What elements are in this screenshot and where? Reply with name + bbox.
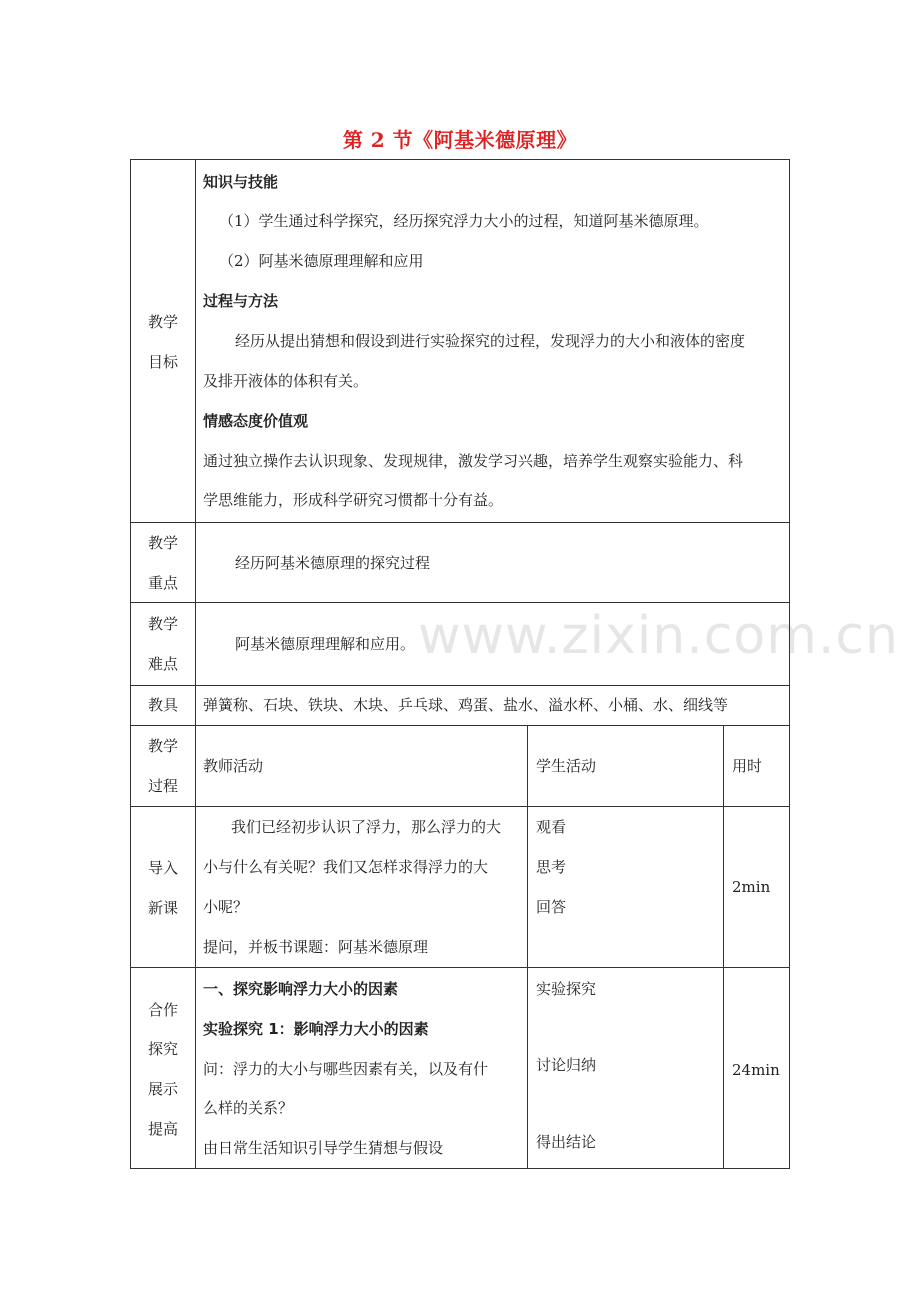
explore-heading: 实验探究 1：影响浮力大小的因素	[203, 1020, 429, 1038]
teacher-activity-header: 教师活动	[203, 757, 264, 775]
goal-text: 学思维能力，形成科学研究习惯都十分有益。	[203, 491, 504, 509]
row-divider	[131, 602, 789, 603]
focus-label: 教学	[147, 534, 178, 552]
intro-teacher-text: 提问，并板书课题：阿基米德原理	[203, 938, 429, 956]
goals-label: 目标	[147, 353, 178, 371]
explore-student-text: 得出结论	[536, 1133, 597, 1151]
section-heading: 过程与方法	[203, 292, 279, 310]
column-divider	[195, 160, 196, 1168]
column-divider	[723, 725, 724, 1168]
explore-label: 探究	[147, 1040, 178, 1058]
explore-label: 展示	[147, 1080, 178, 1098]
row-divider	[131, 806, 789, 807]
section-heading: 知识与技能	[203, 173, 279, 191]
explore-teacher-text: 由日常生活知识引导学生猜想与假设	[203, 1139, 444, 1157]
row-divider	[131, 522, 789, 523]
section-heading: 情感态度价值观	[203, 412, 309, 430]
lesson-plan-table	[130, 159, 790, 1169]
goal-text: （2）阿基米德原理理解和应用	[219, 252, 424, 270]
explore-label: 合作	[147, 1001, 178, 1019]
focus-text: 经历阿基米德原理的探究过程	[235, 554, 431, 572]
tools-label: 教具	[147, 696, 178, 714]
tools-text: 弹簧称、石块、铁块、木块、乒乓球、鸡蛋、盐水、溢水杯、小桶、水、细线等	[203, 696, 729, 714]
row-divider	[131, 967, 789, 968]
difficulty-text: 阿基米德原理理解和应用。	[235, 635, 416, 653]
focus-label: 重点	[147, 574, 178, 592]
student-activity-header: 学生活动	[536, 757, 597, 775]
intro-teacher-text: 小与什么有关呢？我们又怎样求得浮力的大	[203, 858, 489, 876]
goal-text: 通过独立操作去认识现象、发现规律，激发学习兴趣，培养学生观察实验能力、科	[203, 452, 744, 470]
explore-student-text: 实验探究	[536, 980, 597, 998]
column-divider	[527, 725, 528, 1168]
explore-time: 24min	[732, 1061, 780, 1079]
intro-teacher-text: 小呢？	[203, 898, 249, 916]
explore-student-text: 讨论归纳	[536, 1056, 597, 1074]
intro-label: 导入	[147, 859, 178, 877]
row-divider	[131, 725, 789, 726]
explore-teacher-text: 问：浮力的大小与哪些因素有关，以及有什	[203, 1060, 489, 1078]
watermark: www.zixin.com.cn	[418, 606, 899, 666]
time-header: 用时	[732, 757, 763, 775]
intro-label: 新课	[147, 899, 178, 917]
intro-student-text: 思考	[536, 858, 567, 876]
goal-text: （1）学生通过科学探究，经历探究浮力大小的过程，知道阿基米德原理。	[219, 212, 709, 230]
goal-text: 及排开液体的体积有关。	[203, 372, 369, 390]
intro-time: 2min	[732, 878, 771, 896]
difficulty-label: 难点	[147, 655, 178, 673]
explore-teacher-text: 么样的关系？	[203, 1099, 294, 1117]
goals-label: 教学	[147, 313, 178, 331]
row-divider	[131, 685, 789, 686]
intro-student-text: 回答	[536, 898, 567, 916]
process-label: 教学	[147, 737, 178, 755]
intro-teacher-text: 我们已经初步认识了浮力，那么浮力的大	[231, 818, 502, 836]
difficulty-label: 教学	[147, 615, 178, 633]
goal-text: 经历从提出猜想和假设到进行实验探究的过程，发现浮力的大小和液体的密度	[235, 332, 746, 350]
explore-label: 提高	[147, 1120, 178, 1138]
intro-student-text: 观看	[536, 818, 567, 836]
process-label: 过程	[147, 777, 178, 795]
page-title: 第 2 节《阿基米德原理》	[342, 128, 578, 152]
explore-heading: 一、探究影响浮力大小的因素	[203, 980, 399, 998]
